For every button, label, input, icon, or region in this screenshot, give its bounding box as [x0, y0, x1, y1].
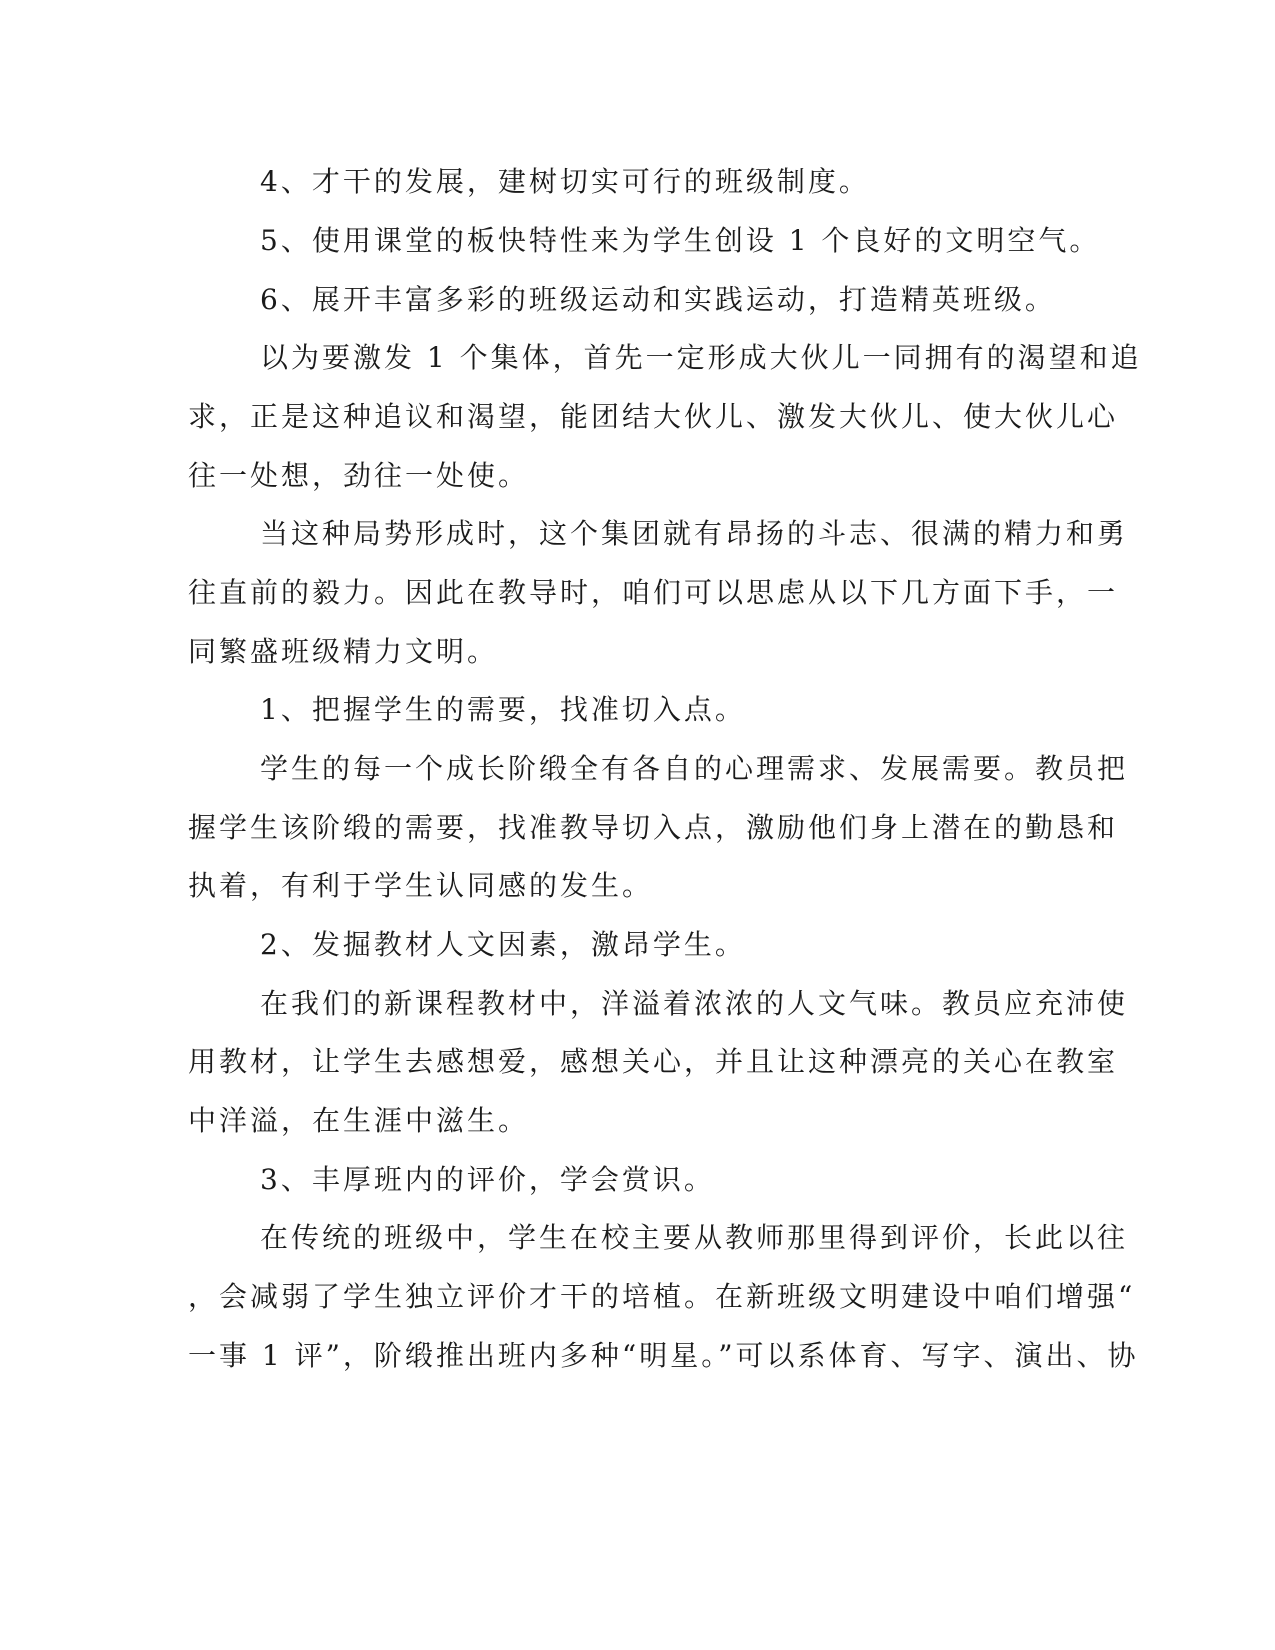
text-line-4: 以为要激发 1 个集体，首先一定形成大伙儿一同拥有的渴望和追 [260, 341, 1142, 374]
text-line-2: 5、使用课堂的板快特性来为学生创设 1 个良好的文明空气。 [260, 224, 1101, 257]
text-line-10: 1、把握学生的需要，找准切入点。 [260, 693, 746, 726]
text-line-14: 2、发掘教材人文因素，激昂学生。 [260, 928, 746, 961]
text-line-16: 用教材，让学生去感想爱，感想关心，并且让这种漂亮的关心在教室 [188, 1045, 1119, 1078]
text-line-6: 往一处想，劲往一处使。 [188, 459, 530, 492]
text-line-1: 4、才干的发展，建树切实可行的班级制度。 [260, 165, 870, 198]
text-line-20: ，会减弱了学生独立评价才干的培植。在新班级文明建设中咱们增强“ [188, 1280, 1136, 1313]
text-line-8: 往直前的毅力。因此在教导时，咱们可以思虑从以下几方面下手，一 [188, 576, 1119, 609]
text-line-17: 中洋溢，在生涯中滋生。 [188, 1104, 530, 1137]
text-line-12: 握学生该阶缎的需要，找准教导切入点，激励他们身上潜在的勤恳和 [188, 811, 1119, 844]
text-line-13: 执着，有利于学生认同感的发生。 [188, 869, 654, 902]
text-line-7: 当这种局势形成时，这个集团就有昂扬的斗志、很满的精力和勇 [260, 517, 1129, 550]
text-line-3: 6、展开丰富多彩的班级运动和实践运动，打造精英班级。 [260, 283, 1056, 316]
text-line-11: 学生的每一个成长阶缎全有各自的心理需求、发展需要。教员把 [260, 752, 1129, 785]
text-line-18: 3、丰厚班内的评价，学会赏识。 [260, 1163, 715, 1196]
text-line-15: 在我们的新课程教材中，洋溢着浓浓的人文气味。教员应充沛使 [260, 987, 1129, 1020]
text-line-21: 一事 1 评”，阶缎推出班内多种“明星。”可以系体育、写字、演出、协 [188, 1339, 1139, 1372]
text-line-5: 求，正是这种追议和渴望，能团结大伙儿、激发大伙儿、使大伙儿心 [188, 400, 1119, 433]
text-line-9: 同繁盛班级精力文明。 [188, 635, 499, 668]
text-line-19: 在传统的班级中，学生在校主要从教师那里得到评价，长此以往 [260, 1221, 1129, 1254]
